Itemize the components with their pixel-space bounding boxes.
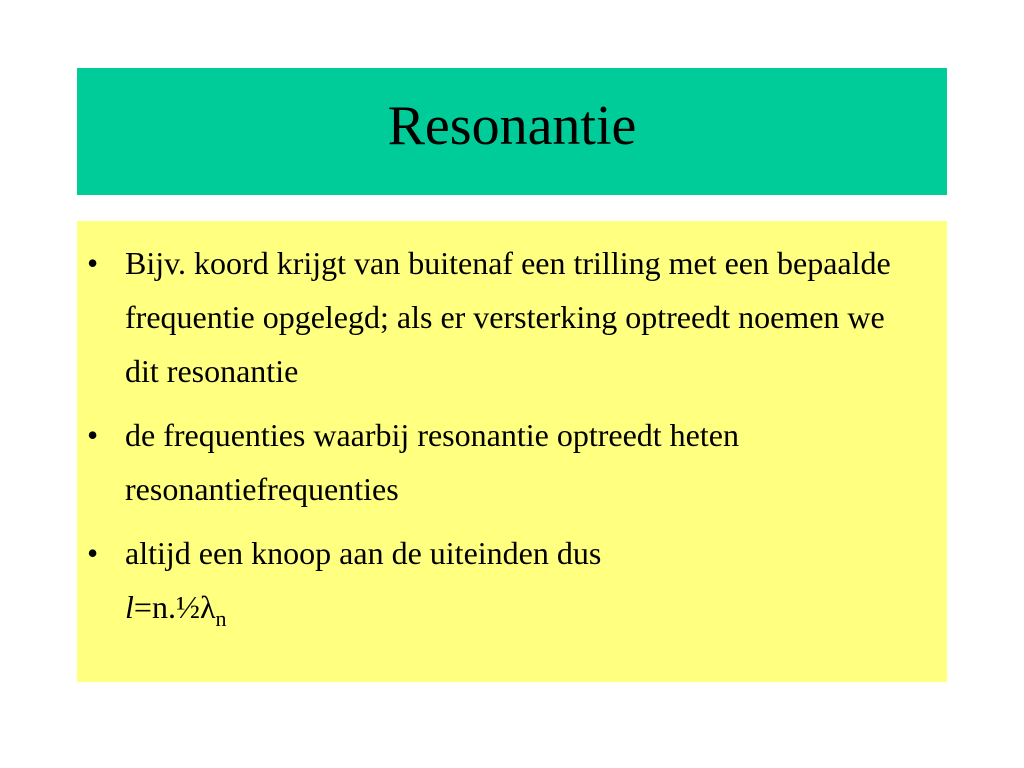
slide-title-banner	[77, 68, 947, 195]
formula-variable: l	[125, 589, 134, 625]
bullet-item-1	[87, 236, 902, 398]
bullet-marker: •	[87, 417, 99, 453]
bullet-item-2	[87, 408, 902, 516]
bullet-item-3	[87, 526, 902, 634]
bullet-text: de frequenties waarbij resonantie optreedt heten resonantiefrequenties	[125, 417, 739, 507]
formula-expression: =n.½λ	[133, 589, 216, 625]
bullet-text: Bijv. koord krijgt van buitenaf een trilling met een bepaalde frequentie opgelegd; als er versterking optreedt noemen we dit resonantie	[125, 245, 891, 389]
slide-title: Resonantie	[387, 94, 637, 157]
slide-content-panel	[77, 221, 947, 682]
bullet-marker: •	[87, 245, 99, 281]
bullet-marker: •	[87, 535, 99, 571]
bullet-list	[87, 236, 902, 644]
formula-subscript: n	[215, 606, 227, 631]
bullet-text: altijd een knoop aan de uiteinden dus	[125, 535, 602, 571]
